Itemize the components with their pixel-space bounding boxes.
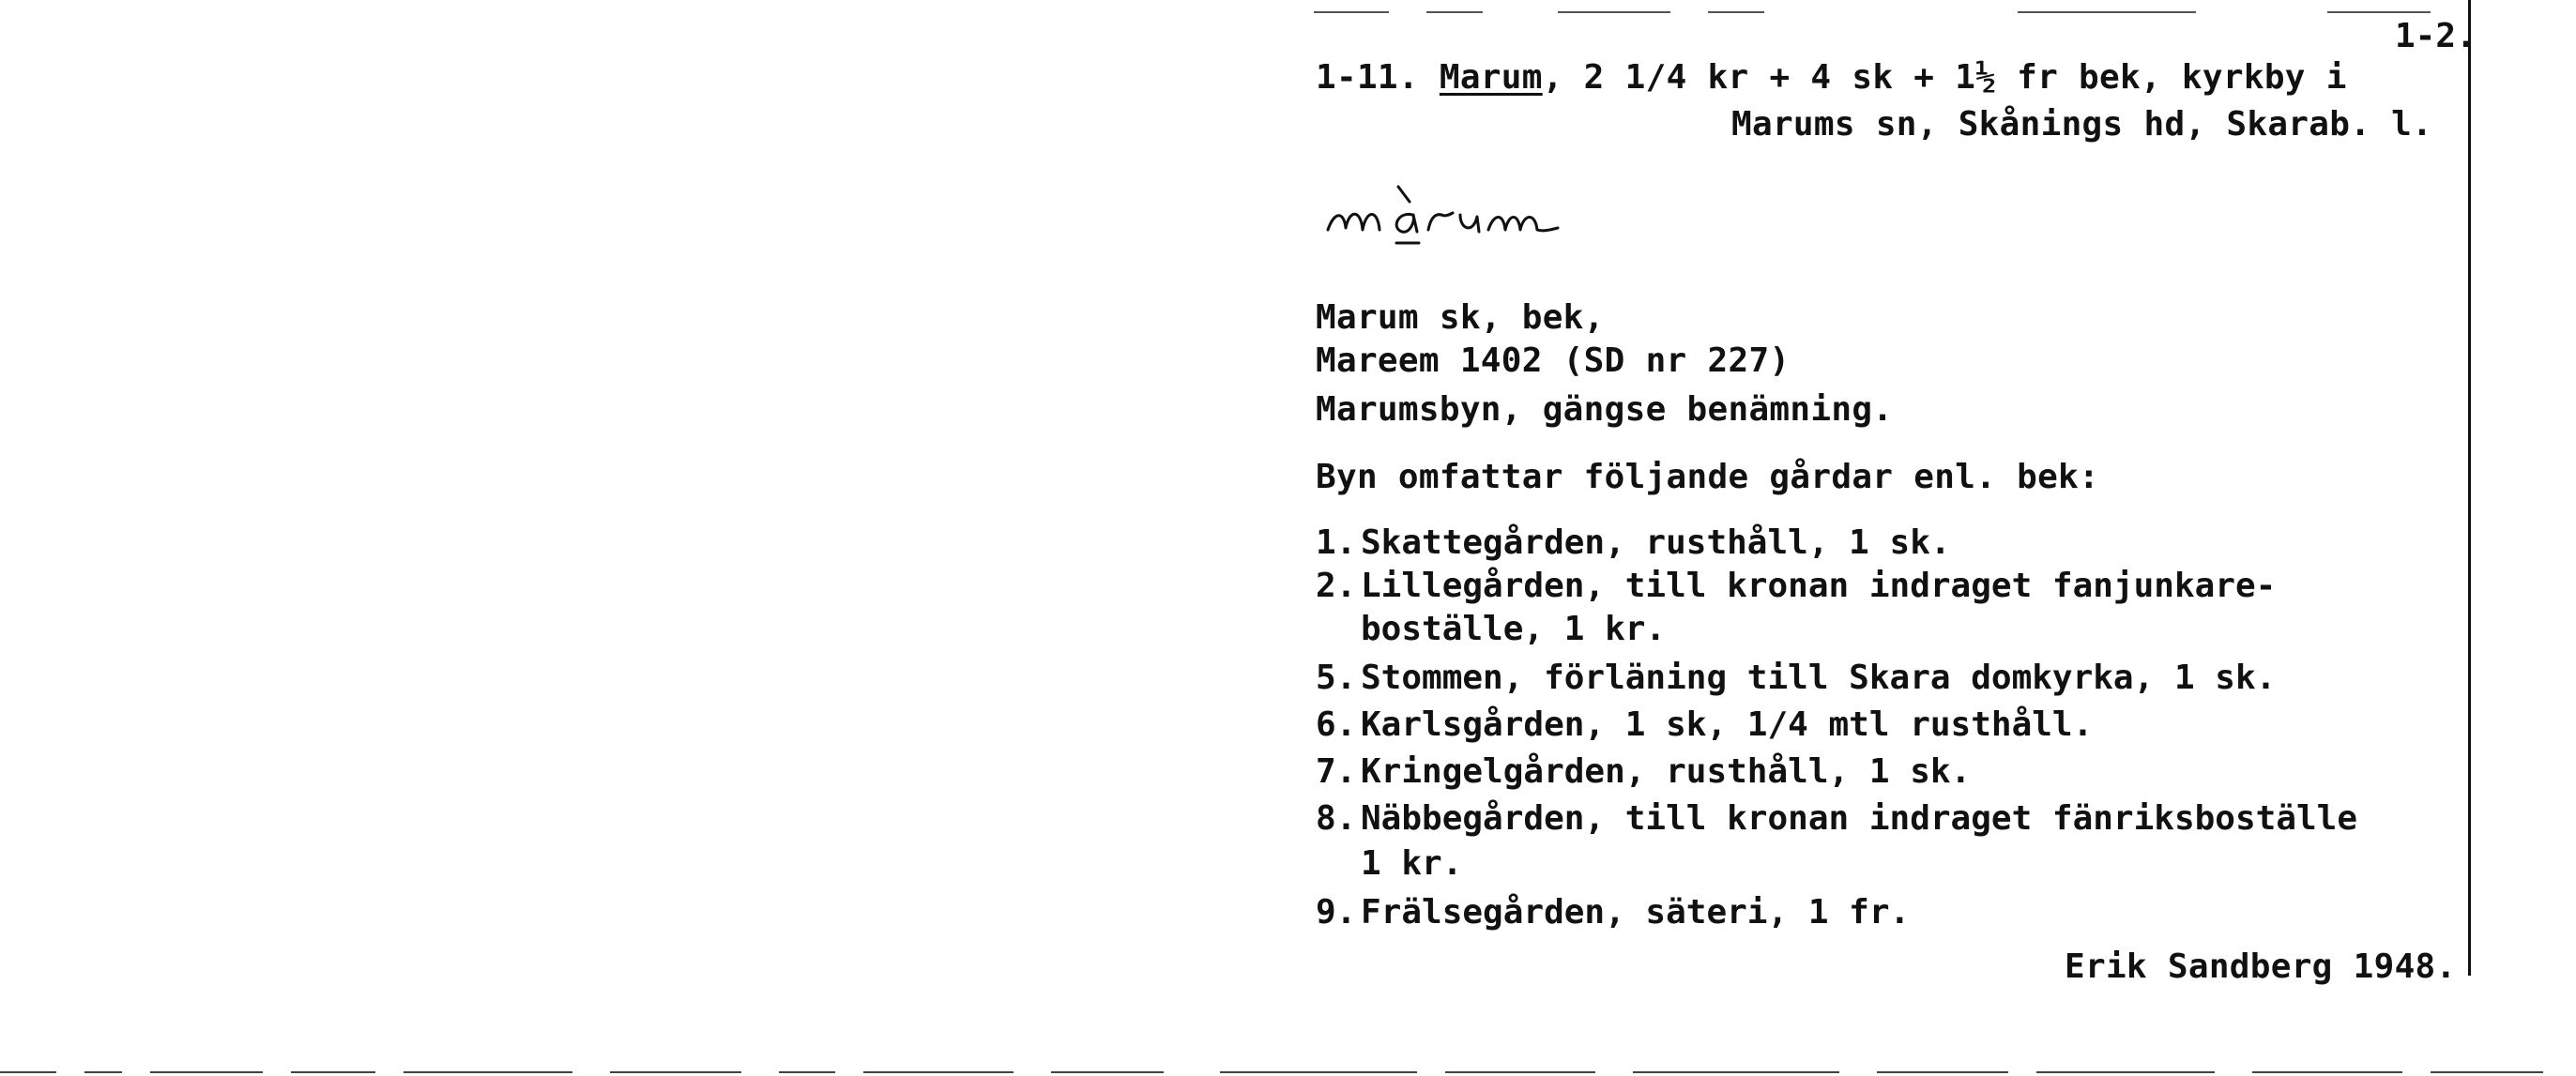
farm-list-item <box>1316 610 1666 648</box>
farm-list-item <box>1316 752 1971 791</box>
handwriting-drawing <box>1323 174 1680 258</box>
scan-mark-bottom <box>1220 1071 1417 1073</box>
farm-text: Kringelgården, rusthåll, 1 sk. <box>1361 752 1972 791</box>
scan-mark-bottom <box>0 1071 56 1073</box>
scan-mark-bottom <box>1877 1071 2008 1073</box>
scan-mark-bottom <box>863 1071 1014 1073</box>
farm-text: Karlsgården, 1 sk, 1/4 mtl rusthåll. <box>1361 705 2094 744</box>
card-number: 1-2. <box>2395 17 2477 55</box>
farm-number: 6. <box>1316 705 1357 744</box>
heading-rest: , 2 1/4 kr + 4 sk + 1½ fr bek, kyrkby i <box>1542 58 2347 97</box>
farm-list-item <box>1316 705 2093 744</box>
form-line: Mareem 1402 (SD nr 227) <box>1316 341 1791 380</box>
scan-mark-bottom <box>150 1071 263 1073</box>
farm-list-item <box>1316 523 1951 562</box>
scan-mark-bottom <box>1633 1071 1839 1073</box>
farm-text: 1 kr. <box>1361 844 1463 883</box>
index-card <box>1295 0 2496 1008</box>
scan-mark-bottom <box>779 1071 835 1073</box>
farm-text: Frälsegården, säteri, 1 fr. <box>1361 893 1911 932</box>
scan-mark-bottom <box>291 1071 375 1073</box>
scan-mark-bottom <box>2036 1071 2215 1073</box>
farm-list-item <box>1316 567 2276 605</box>
scan-mark-bottom <box>2252 1071 2402 1073</box>
form-line: Marum sk, bek, <box>1316 298 1605 337</box>
farm-text: Lillegården, till kronan indraget fanjunkare- <box>1361 567 2277 605</box>
farm-number: 7. <box>1316 752 1357 791</box>
scan-mark-bottom <box>2431 1071 2543 1073</box>
farm-number: 5. <box>1316 659 1357 697</box>
heading-line-1 <box>1316 58 2347 97</box>
place-name: Marum <box>1439 58 1543 97</box>
form-line: Marumsbyn, gängse benämning. <box>1316 390 1894 429</box>
farm-text: Skattegården, rusthåll, 1 sk. <box>1361 523 1951 562</box>
scan-mark-bottom <box>1051 1071 1164 1073</box>
farm-text: Näbbegården, till kronan indraget fänriksboställe <box>1361 799 2358 838</box>
farms-intro: Byn omfattar följande gårdar enl. bek: <box>1316 458 2100 496</box>
scan-mark-bottom <box>404 1071 572 1073</box>
farm-number: 9. <box>1316 893 1357 932</box>
farm-list-item <box>1316 893 1910 932</box>
heading-code: 1-11. <box>1316 58 1419 97</box>
scan-mark-bottom <box>1445 1071 1595 1073</box>
signature: Erik Sandberg 1948. <box>2065 947 2457 986</box>
farm-list-item <box>1316 844 1462 883</box>
farm-number: 1. <box>1316 523 1357 562</box>
farm-list-item <box>1316 659 2276 697</box>
handwritten-pronunciation <box>1323 174 1680 262</box>
heading-line-2: Marums sn, Skånings hd, Skarab. l. <box>1731 105 2433 144</box>
farm-number: 2. <box>1316 567 1357 605</box>
farm-number: 8. <box>1316 799 1357 838</box>
scan-mark-bottom <box>84 1071 122 1073</box>
farm-text: boställe, 1 kr. <box>1361 610 1667 648</box>
farm-text: Stommen, förläning till Skara domkyrka, 1 sk. <box>1361 659 2277 697</box>
farm-list-item <box>1316 799 2357 838</box>
scan-mark-bottom <box>610 1071 741 1073</box>
